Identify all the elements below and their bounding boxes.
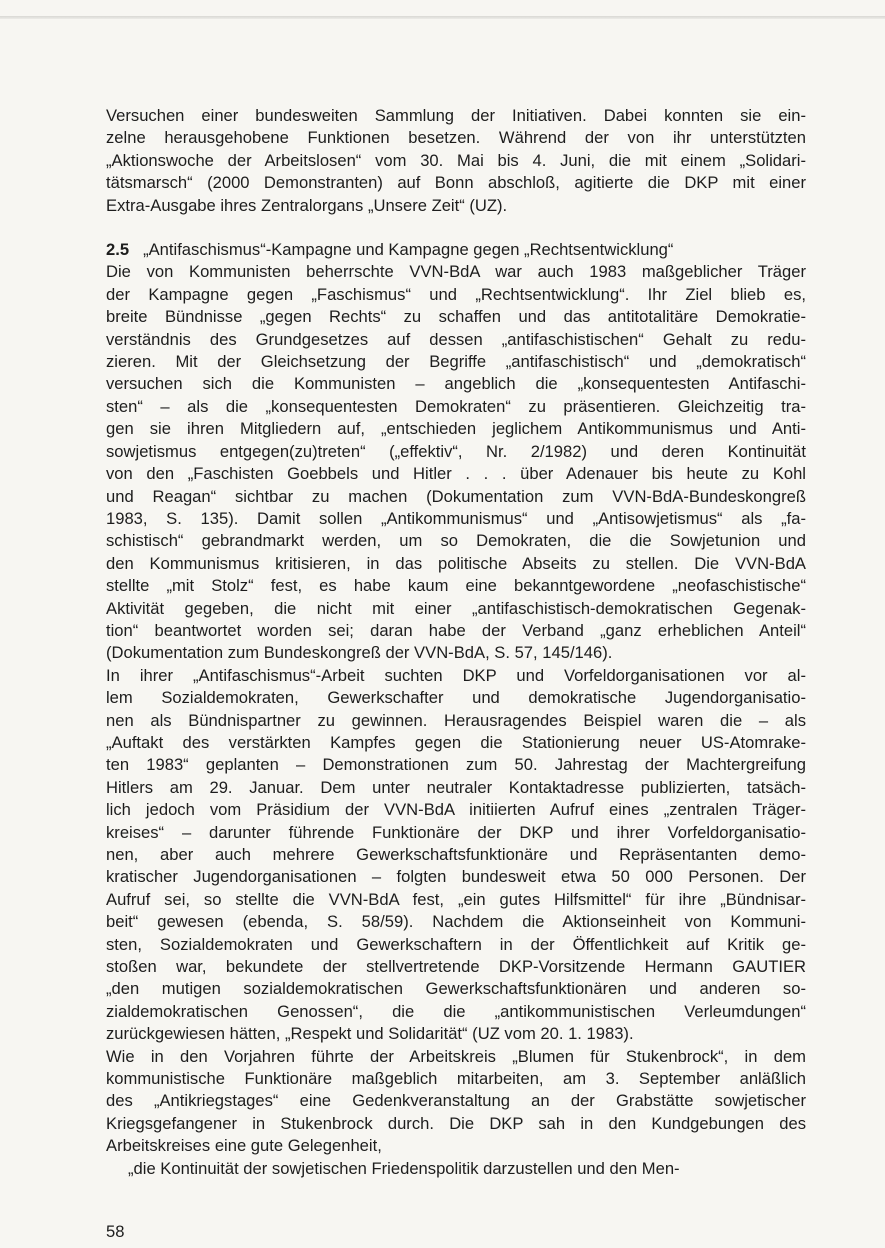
text-line: Wie in den Vorjahren führte der Arbeitskreis „Blumen für Stukenbrock“, in dem bbox=[106, 1046, 806, 1066]
top-edge-rule bbox=[0, 16, 885, 19]
text-line: verständnis des Grundgesetzes auf dessen „antifaschistischen“ Gehalt zu redu- bbox=[106, 329, 806, 349]
text-line: von den „Faschisten Goebbels und Hitler . . . über Adenauer bis heute zu Kohl bbox=[106, 464, 806, 484]
text-line: 1983, S. 135). Damit sollen „Antikommunismus“ und „Antisowjetismus“ als „fa- bbox=[106, 508, 806, 528]
text-line: Arbeitskreises eine gute Gelegenheit, bbox=[106, 1136, 382, 1156]
text-line: Aufruf sei, so stellte die VVN-BdA fest, „ein gutes Hilfsmittel“ für ihre „Bündnisar- bbox=[106, 889, 806, 909]
text-line: Aktivität gegeben, die nicht mit einer „antifaschistisch-demokratischen Gegenak- bbox=[106, 598, 806, 618]
text-line: und Reagan“ sichtbar zu machen (Dokumentation zum VVN-BdA-Bundeskongreß bbox=[106, 486, 806, 506]
text-line: In ihrer „Antifaschismus“-Arbeit suchten DKP und Vorfeldorganisationen vor al- bbox=[106, 665, 806, 685]
text-line: „den mutigen sozialdemokratischen Gewerkschaftsfunktionären und anderen so- bbox=[106, 979, 806, 999]
text-line: „Auftakt des verstärkten Kampfes gegen die Stationierung neuer US-Atomrake- bbox=[106, 732, 806, 752]
text-line: stellte „mit Stolz“ fest, es habe kaum eine bekanntgewordene „neofaschistische“ bbox=[106, 576, 806, 596]
text-line: den Kommunismus kritisieren, in das politische Abseits zu stellen. Die VVN-BdA bbox=[106, 553, 806, 573]
text-line: kratischer Jugendorganisationen – folgten bundesweit etwa 50 000 Personen. Der bbox=[106, 867, 806, 887]
text-line: Kriegsgefangener in Stukenbrock durch. Die DKP sah in den Kundgebungen des bbox=[106, 1113, 806, 1133]
text-line: Hitlers am 29. Januar. Dem unter neutraler Kontaktadresse publizierten, tatsäch- bbox=[106, 777, 806, 797]
text-line: lich jedoch vom Präsidium der VVN-BdA initiierten Aufruf eines „zentralen Träger- bbox=[106, 800, 806, 820]
text-line: zurückgewiesen hätten, „Respekt und Solidarität“ (UZ vom 20. 1. 1983). bbox=[106, 1024, 634, 1044]
text-line: kreises“ – darunter führende Funktionäre der DKP und ihrer Vorfeldorganisatio- bbox=[106, 822, 806, 842]
text-line: kommunistische Funktionäre maßgeblich mitarbeiten, am 3. September anläßlich bbox=[106, 1069, 806, 1089]
page-number: 58 bbox=[106, 1222, 125, 1241]
text-line: (Dokumentation zum Bundeskongreß der VVN-BdA, S. 57, 145/146). bbox=[106, 643, 613, 663]
text-line: gen sie ihren Mitgliedern auf, „entschieden jeglichem Antikommunismus und Anti- bbox=[106, 419, 806, 439]
section-heading bbox=[106, 239, 806, 261]
text-line: zelne herausgehobene Funktionen besetzen. Während der von ihr unterstützten bbox=[106, 128, 806, 148]
text-line: „Aktionswoche der Arbeitslosen“ vom 30. Mai bis 4. Juni, die mit einem „Solidari- bbox=[106, 150, 806, 170]
document-page bbox=[106, 105, 806, 1180]
text-line: sten“ – als die „konsequentesten Demokraten“ zu präsentieren. Gleichzeitig tra- bbox=[106, 396, 806, 416]
text-line: nen, aber auch mehrere Gewerkschaftsfunktionäre und Repräsentanten demo- bbox=[106, 845, 806, 864]
text-line: schistisch“ gebrandmarkt werden, um so Demokraten, die die Sowjetunion und bbox=[106, 531, 806, 551]
text-line: „die Kontinuität der sowjetischen Friedenspolitik darzustellen und den Men- bbox=[128, 1158, 680, 1178]
text-line: stoßen war, bekundete der stellvertretende DKP-Vorsitzende Hermann GAUTIER bbox=[106, 957, 806, 977]
text-line: zialdemokratischen Genossen“, die die „antikommunistischen Verleumdungen“ bbox=[106, 1001, 806, 1021]
text-line: ten 1983“ geplanten – Demonstrationen zum 50. Jahrestag der Machtergreifung bbox=[106, 755, 806, 775]
text-line: breite Bündnisse „gegen Rechts“ zu schaffen und das antitotalitäre Demokratie- bbox=[106, 307, 806, 327]
text-line: Die von Kommunisten beherrschte VVN-BdA war auch 1983 maßgeblicher Träger bbox=[106, 262, 806, 282]
text-line: versuchen sich die Kommunisten – angeblich die „konsequentesten Antifaschi- bbox=[106, 374, 806, 394]
text-line: nen als Bündnispartner zu gewinnen. Herausragendes Beispiel waren die – als bbox=[106, 710, 806, 730]
text-line: sowjetismus entgegen(zu)treten“ („effektiv“, Nr. 2/1982) und deren Kontinuität bbox=[106, 441, 806, 461]
text-line: Versuchen einer bundesweiten Sammlung der Initiativen. Dabei konnten sie ein- bbox=[106, 106, 806, 125]
text-line: zieren. Mit der Gleichsetzung der Begriffe „antifaschistisch“ und „demokratisch“ bbox=[106, 352, 806, 372]
section-number: 2.5 bbox=[106, 240, 130, 260]
text-line: sten, Sozialdemokraten und Gewerkschaftern in der Öffentlichkeit auf Kritik ge- bbox=[106, 934, 806, 954]
text-line: beit“ gewesen (ebenda, S. 58/59). Nachdem die Aktionseinheit von Kommuni- bbox=[106, 912, 806, 932]
text-line: lem Sozialdemokraten, Gewerkschafter und demokratische Jugendorganisatio- bbox=[106, 688, 806, 708]
text-line: Extra-Ausgabe ihres Zentralorgans „Unsere Zeit“ (UZ). bbox=[106, 195, 508, 215]
section-gap bbox=[106, 217, 806, 239]
text-line: tion“ beantwortet worden sei; daran habe der Verband „ganz erheblichen Anteil“ bbox=[106, 620, 806, 640]
section-title: „Antifaschismus“-Kampagne und Kampagne gegen „Rechtsentwicklung“ bbox=[143, 240, 674, 260]
text-line: des „Antikriegstages“ eine Gedenkveranstaltung an der Grabstätte sowjetischer bbox=[106, 1091, 806, 1111]
text-line: tätsmarsch“ (2000 Demonstranten) auf Bonn abschloß, agitierte die DKP mit einer bbox=[106, 173, 806, 193]
text-line: der Kampagne gegen „Faschismus“ und „Rechtsentwicklung“. Ihr Ziel blieb es, bbox=[106, 284, 806, 304]
